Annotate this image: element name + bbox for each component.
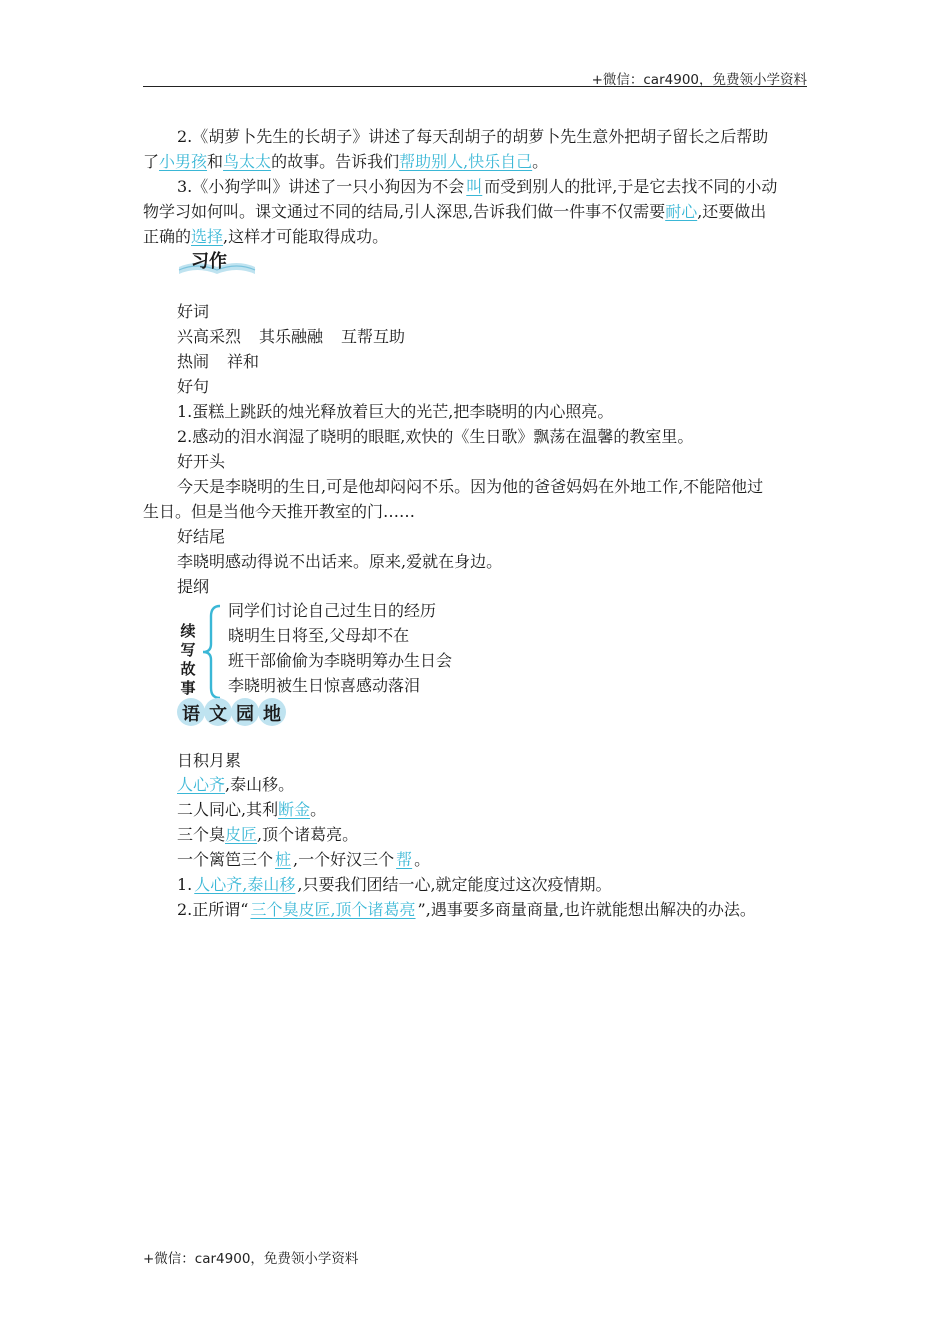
- good-sentence-1: 1.蛋糕上跳跃的烛光释放着巨大的光芒,把李晓明的内心照亮。: [177, 402, 614, 421]
- word: 互帮互助: [341, 327, 406, 346]
- summary-item-3-line-1: [177, 177, 777, 197]
- footer-text: +微信：car4900，免费领小学资料: [143, 1251, 359, 1267]
- good-opening-line-2: 生日。但是当他今天推开教室的门……: [143, 502, 416, 521]
- good-ending: 李晓明感动得说不出话来。原来,爱就在身边。: [177, 552, 503, 571]
- char: 事: [180, 679, 196, 697]
- outline-item-1: 同学们讨论自己过生日的经历: [228, 601, 437, 620]
- good-ending-label: 好结尾: [177, 527, 226, 546]
- outline-item-3: 班干部偷偷为李晓明筹办生日会: [228, 651, 453, 670]
- text: 正确的: [143, 227, 192, 246]
- section-banner-xizuo: [177, 245, 257, 279]
- answer-blank: 三个臭皮匠,顶个诸葛亮: [250, 900, 416, 919]
- text: 二人同心,其利: [177, 800, 279, 819]
- good-sentence-2: 2.感动的泪水润湿了晓明的眼眶,欢快的《生日歌》飘荡在温馨的教室里。: [177, 427, 694, 446]
- word: 热闹: [177, 352, 210, 371]
- good-words-label: 好词: [177, 302, 210, 321]
- answer-blank: 人心齐,泰山移: [194, 875, 296, 894]
- text: 而受到别人的批评,于是它去找不同的小动: [484, 177, 778, 196]
- exercise-1: [177, 875, 612, 895]
- outline-item-2: 晓明生日将至,父母却不在: [228, 626, 410, 645]
- section-title: 习作: [191, 251, 227, 272]
- answer-blank: 耐心: [665, 202, 698, 221]
- text: ,这样才可能取得成功。: [223, 227, 389, 246]
- accumulate-label: 日积月累: [177, 751, 242, 770]
- text: 。: [310, 800, 327, 819]
- proverb-4: [177, 850, 430, 870]
- answer-blank: 小男孩: [159, 152, 208, 171]
- char: 续: [180, 622, 196, 640]
- text: ,顶个诸葛亮。: [257, 825, 359, 844]
- answer-blank: 帮助别人,快乐自己: [399, 152, 533, 171]
- proverb-2: [177, 800, 326, 820]
- char: 写: [180, 641, 196, 659]
- answer-blank: 叫: [466, 177, 483, 196]
- text: 。: [414, 850, 431, 869]
- text: 一个篱笆三个: [177, 850, 274, 869]
- text: 了: [143, 152, 160, 171]
- outline-item-4: 李晓明被生日惊喜感动落泪: [228, 676, 421, 695]
- text: ,只要我们团结一心,就定能度过这次疫情期。: [297, 875, 612, 894]
- proverb-1: [177, 775, 294, 795]
- text: ,一个好汉三个: [293, 850, 395, 869]
- char: 故: [180, 660, 196, 678]
- word: 其乐融融: [259, 327, 324, 346]
- summary-item-2-line-1: 2.《胡萝卜先生的长胡子》讲述了每天刮胡子的胡萝卜先生意外把胡子留长之后帮助: [177, 127, 769, 146]
- answer-blank: 鸟太太: [223, 152, 272, 171]
- answer-blank: 断金: [278, 800, 311, 819]
- word: 兴高采烈: [177, 327, 242, 346]
- text: 三个臭: [177, 825, 226, 844]
- good-sentences-label: 好句: [177, 377, 210, 396]
- good-opening-label: 好开头: [177, 452, 226, 471]
- header-rule: [143, 86, 807, 87]
- outline-vertical-title: [179, 622, 197, 698]
- good-opening-line-1: 今天是李晓明的生日,可是他却闷闷不乐。因为他的爸爸妈妈在外地工作,不能陪他过: [177, 477, 764, 496]
- text: ,泰山移。: [225, 775, 295, 794]
- exercise-2: [177, 900, 756, 920]
- text: ,还要做出: [697, 202, 767, 221]
- text: 3.《小狗学叫》讲述了一只小狗因为不会: [177, 177, 465, 196]
- summary-item-3-line-2: [143, 202, 766, 222]
- section-title: 语文园地: [182, 704, 290, 725]
- text: 和: [207, 152, 224, 171]
- text: ”,遇事要多商量商量,也许就能想出解决的办法。: [417, 900, 756, 919]
- answer-blank: 帮: [396, 850, 413, 869]
- proverb-3: [177, 825, 358, 845]
- text: 物学习如何叫。课文通过不同的结局,引人深思,告诉我们做一件事不仅需要: [143, 202, 666, 221]
- text: 1.: [177, 875, 193, 894]
- answer-blank: 选择: [191, 227, 224, 246]
- text: 。: [532, 152, 549, 171]
- answer-blank: 皮匠: [225, 825, 258, 844]
- outline-label: 提纲: [177, 577, 210, 596]
- word: 祥和: [227, 352, 260, 371]
- summary-item-3-line-3: [143, 227, 388, 247]
- text: 2.正所谓“: [177, 900, 249, 919]
- header-text: +微信：car4900，免费领小学资料: [591, 72, 807, 88]
- good-words-row-1: [177, 327, 405, 347]
- answer-blank: 桩: [275, 850, 292, 869]
- outline-brace-icon: [200, 604, 222, 700]
- section-banner-yuwen: [176, 696, 292, 728]
- summary-item-2-line-2: [143, 152, 548, 172]
- good-words-row-2: [177, 352, 259, 372]
- answer-blank: 人心齐: [177, 775, 226, 794]
- text: 的故事。告诉我们: [271, 152, 400, 171]
